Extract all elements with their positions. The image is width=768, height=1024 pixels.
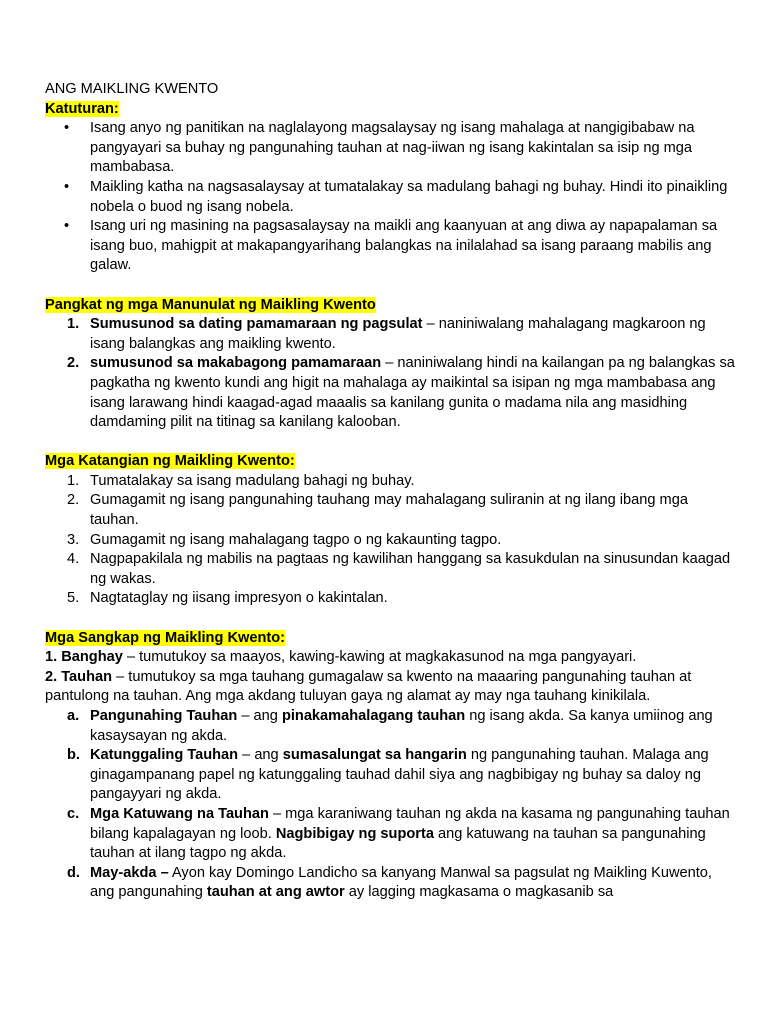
item-term: sumusunod sa makabagong pamamaraan bbox=[90, 355, 382, 372]
list-item bbox=[45, 589, 735, 609]
katangian-heading: Mga Katangian ng Maikling Kwento: bbox=[45, 453, 295, 470]
banghay-term: 1. Banghay bbox=[45, 649, 123, 666]
katuturan-text: Maikling katha na nagsasalaysay at tumatalakay sa madulang bahagi ng buhay. Hindi ito pinaikling nobela o buod ng isang nobela. bbox=[90, 178, 728, 215]
bold-run: Nagbibigay ng suporta bbox=[275, 825, 434, 842]
item-number: 5. bbox=[67, 590, 80, 607]
item-number: 2. bbox=[67, 492, 80, 509]
item-letter: a. bbox=[67, 708, 80, 724]
bullet-icon: • bbox=[64, 218, 70, 235]
list-item bbox=[45, 805, 735, 864]
sangkap-heading-row bbox=[45, 629, 735, 649]
list-item bbox=[45, 491, 735, 530]
sangkap-tauhan bbox=[45, 668, 735, 707]
text-run: ng isang akda. Sa kanya umiinog ang kasaysayan ng akda. bbox=[90, 708, 713, 744]
item-term: Sumusunod sa dating pamamaraan ng pagsulat bbox=[90, 316, 423, 333]
bullet-icon: • bbox=[64, 120, 70, 137]
katangian-list bbox=[45, 472, 735, 609]
item-text: Tumatalakay sa isang madulang bahagi ng buhay. bbox=[90, 472, 415, 489]
list-item bbox=[45, 315, 735, 354]
katuturan-heading: Katuturan: bbox=[45, 100, 119, 117]
list-item bbox=[45, 217, 735, 276]
list-item bbox=[45, 472, 735, 492]
text-run: – mga karaniwang tauhan ng akda na kasama ng pangunahing tauhan bilang kapalagayan ng loob. bbox=[90, 805, 730, 842]
item-letter: d. bbox=[67, 864, 80, 881]
katuturan-list bbox=[45, 119, 735, 276]
item-text: Nagpapakilala ng mabilis na pagtaas ng kawilihan hanggang sa kasukdulan na sinusundan kaagad ng wakas. bbox=[90, 551, 731, 587]
list-item bbox=[45, 119, 735, 178]
pangkat-list bbox=[45, 315, 735, 433]
bold-run: Katunggaling Tauhan bbox=[90, 747, 239, 764]
item-number: 1. bbox=[67, 316, 80, 333]
text-run: Ayon kay Domingo Landicho sa kanyang Manwal sa pagsulat ng Maikling Kuwento, ang pangunahing bbox=[90, 864, 712, 901]
bold-run: Mga Katuwang na Tauhan bbox=[90, 805, 269, 822]
item-text: Gumagamit ng isang pangunahing tauhang may mahalagang suliranin at ng ilang ibang mga tauhan. bbox=[90, 492, 688, 529]
katuturan-text: Isang uri ng masining na pagsasalaysay na maikli ang kaanyuan at ang diwa ay napapalaman sa isang buo, mahigpit at makapangyarihang balangkas na inilalahad sa isang paraang mabilis ang galaw. bbox=[90, 218, 718, 274]
banghay-desc: – tumutukoy sa maayos, kawing-kawing at magkakasunod na mga pangyayari. bbox=[122, 649, 637, 666]
list-item bbox=[45, 746, 735, 805]
tauhan-sub-list bbox=[45, 707, 735, 903]
item-desc: – naniniwalang hindi na kailangan pa ng balangkas sa pagkatha ng kwento kundi ang higit na mahalaga ay maikintal sa isipan ng mga mambabasa ang isang larawang hindi kaagad-agad maaalis sa kanilang gunita o madama nila ang masidhing damdaming pilit na titinag sa kanilang kalooban. bbox=[90, 355, 735, 431]
text-run: – ang bbox=[238, 747, 283, 764]
list-item bbox=[45, 178, 735, 217]
item-desc: – naniniwalang mahalagang magkaroon ng isang balangkas ang maikling kwento. bbox=[90, 316, 706, 352]
pangkat-heading-row bbox=[45, 296, 735, 316]
list-item bbox=[45, 354, 735, 432]
katangian-heading-row bbox=[45, 452, 735, 472]
list-item bbox=[45, 531, 735, 551]
tauhan-desc: – tumutukoy sa mga tauhang gumagalaw sa kwento na maaaring pangunahing tauhan at pantulong na tauhan. Ang mga akdang tuluyan gaya ng alamat ay may nga tauhang kinikilala. bbox=[45, 668, 692, 705]
katuturan-text: Isang anyo ng panitikan na naglalayong magsalaysay ng isang mahalaga at nangigibabaw na pangyayari sa buhay ng pangunahing tauhan at nag-iiwan ng isang kakintalan sa isip ng mga mambabasa. bbox=[90, 120, 695, 176]
bold-run: May-akda – bbox=[90, 864, 169, 881]
bold-run: sumasalungat sa hangarin bbox=[282, 747, 467, 764]
item-letter: c. bbox=[67, 805, 80, 822]
item-text: Gumagamit ng isang mahalagang tagpo o ng kakaunting tagpo. bbox=[90, 531, 502, 548]
item-number: 4. bbox=[67, 551, 80, 568]
text-run: ay lagging magkasama o magkasanib sa bbox=[344, 884, 614, 901]
bold-run: tauhan at ang awtor bbox=[206, 884, 345, 901]
item-number: 2. bbox=[67, 355, 80, 372]
bold-run: pinakamahalagang tauhan bbox=[281, 708, 466, 724]
bold-run: Pangunahing Tauhan bbox=[90, 708, 238, 724]
document-page bbox=[45, 80, 735, 903]
sangkap-banghay bbox=[45, 648, 735, 668]
document-title: ANG MAIKLING KWENTO bbox=[45, 81, 219, 97]
sangkap-heading: Mga Sangkap ng Maikling Kwento: bbox=[45, 629, 285, 646]
pangkat-heading: Pangkat ng mga Manunulat ng Maikling Kwento bbox=[45, 296, 376, 313]
list-item bbox=[45, 864, 735, 903]
text-run: – ang bbox=[237, 708, 282, 724]
text-run: ang katuwang na tauhan sa pangunahing tauhan at ilang tagpo ng akda. bbox=[90, 825, 706, 862]
item-text: Nagtataglay ng iisang impresyon o kakintalan. bbox=[90, 590, 388, 607]
text-run: ng pangunahing tauhan. Malaga ang ginagampanang papel ng katunggaling tauhad dahil siya ang nagbibigay ng buhay sa daloy ng pangayyari ng akda. bbox=[90, 747, 709, 803]
katuturan-heading-row bbox=[45, 100, 735, 120]
list-item bbox=[45, 550, 735, 589]
item-number: 1. bbox=[67, 472, 80, 489]
item-number: 3. bbox=[67, 531, 80, 548]
list-item bbox=[45, 707, 735, 746]
bullet-icon: • bbox=[64, 178, 70, 195]
tauhan-term: 2. Tauhan bbox=[45, 668, 113, 685]
item-letter: b. bbox=[67, 747, 80, 764]
